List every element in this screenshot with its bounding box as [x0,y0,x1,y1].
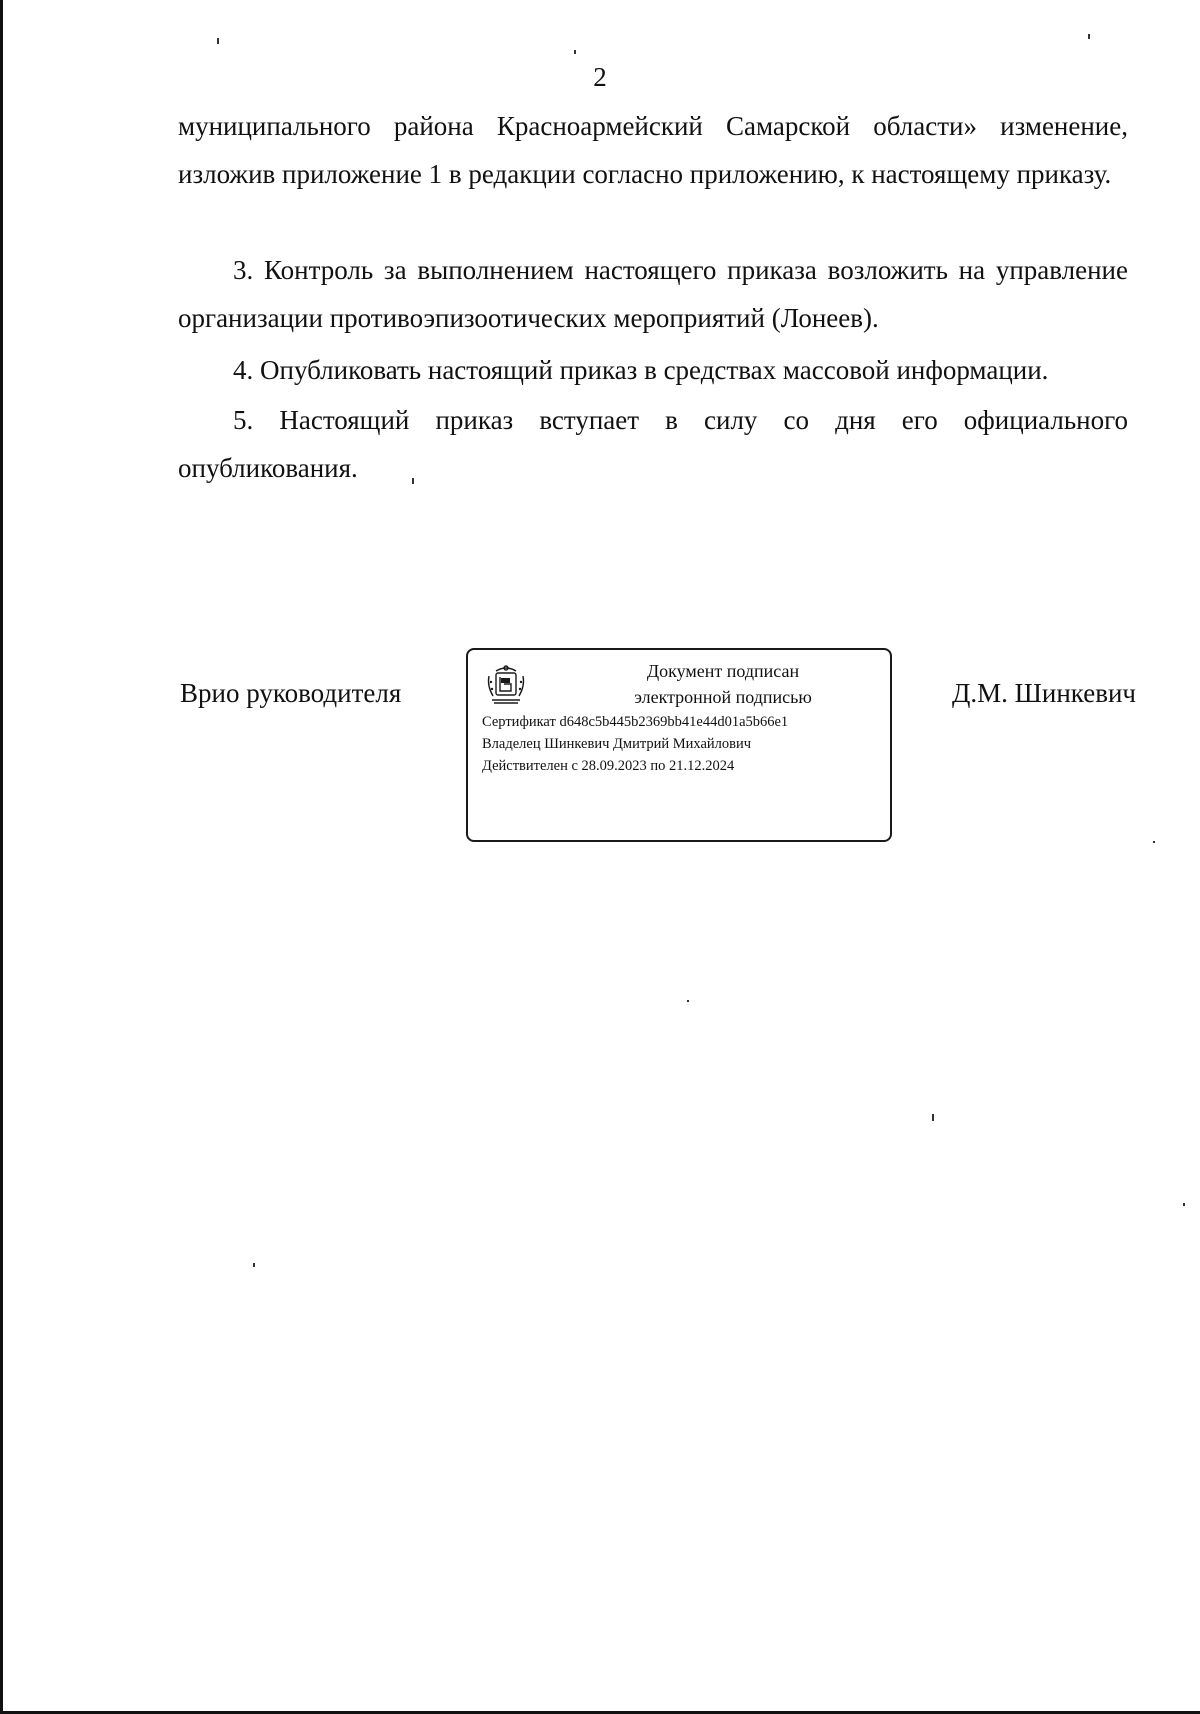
page-number: 2 [593,62,607,92]
scan-speck [253,1263,255,1267]
scan-speck [1153,841,1155,843]
stamp-title [598,658,848,710]
paragraph-item-5: 5. Настоящий приказ вступает в силу со дня его официального опубликования. [178,405,1128,483]
coat-of-arms-icon [484,662,528,706]
stamp-title-line2: электронной подписью [634,687,812,707]
scan-speck [1088,34,1090,39]
scan-speck [217,38,219,44]
paragraph-continuation: муниципального района Красноармейский Самарской области» изменение, изложив приложение 1 в редакции согласно приложению, к настоящему приказу. [178,111,1128,189]
stamp-owner: Владелец Шинкевич Дмитрий Михайлович [482,736,752,752]
electronic-signature-stamp [466,648,892,842]
signatory-name: Д.М. Шинкевич [951,678,1136,708]
paragraph-item-4: 4. Опубликовать настоящий приказ в средствах массовой информации. [233,355,1049,385]
scan-speck [932,1114,934,1121]
signatory-position: Врио руководителя [180,678,402,708]
scan-speck [574,50,576,54]
paragraph-item-3: 3. Контроль за выполнением настоящего приказа возложить на управление организации противоэпизоотических мероприятий (Лонеев). [178,255,1128,333]
scan-edge-left [0,0,3,1714]
stamp-validity: Действителен с 28.09.2023 по 21.12.2024 [482,758,735,774]
stamp-title-line1: Документ подписан [646,661,800,681]
stamp-certificate: Сертификат d648c5b445b2369bb41e44d01a5b66e1 [482,714,789,730]
scan-speck [687,1000,689,1002]
scan-speck [1183,1203,1185,1206]
